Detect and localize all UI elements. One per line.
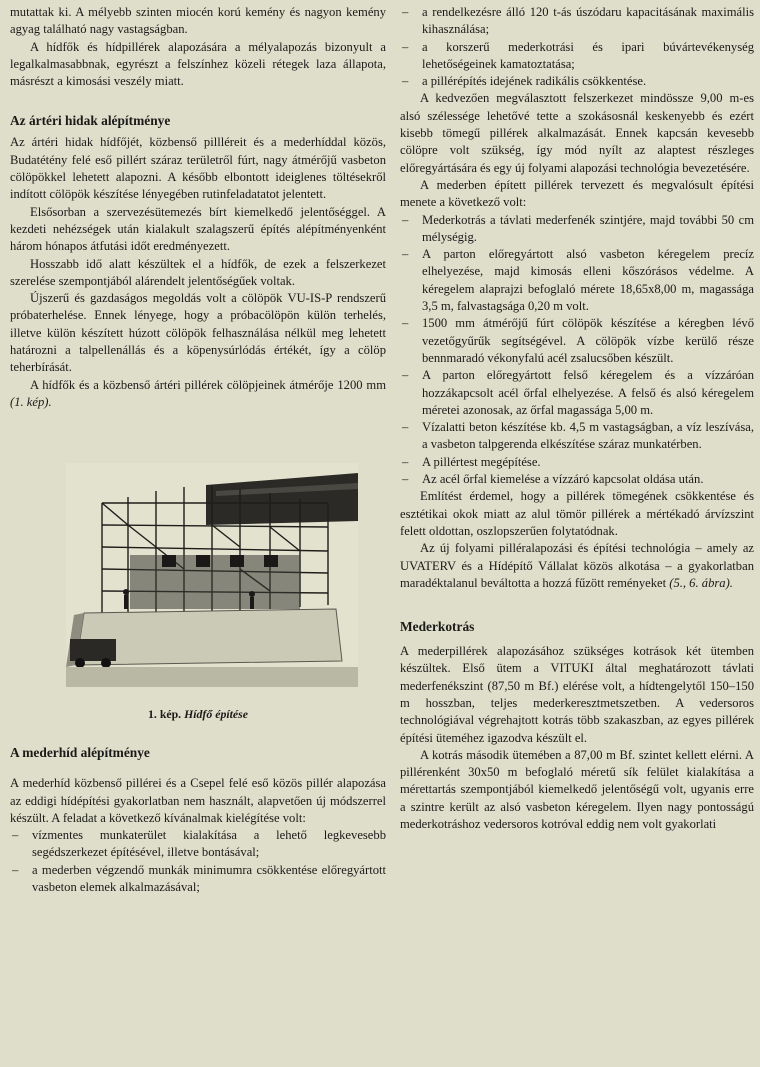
paragraph (10, 377, 386, 412)
list-item: – Az acél őrfal kiemelése a vízzáró kapcsolat oldása után. (400, 471, 754, 488)
list-item: – a rendelkezésre álló 120 t-ás úszódaru kapacitásának maximális kihasználása; (400, 4, 754, 39)
paragraph: mutattak ki. A mélyebb szinten miocén korú kemény és nagyon kemény agyag található nagy vastagságban. (10, 5, 386, 37)
section-heading: A mederhíd alépítménye (10, 745, 150, 761)
figure-reference: (1. kép). (10, 394, 52, 409)
list-item: – a mederben végzendő munkák minimumra csökkentése előregyártott vasbeton elemek alkalmazásával; (10, 862, 386, 897)
caption-title: Hídfő építése (184, 707, 248, 722)
paragraph: Hosszabb idő alatt készültek el a hídfők, de ezek a felszerkezet szerelése szempontjából alárendelt jelentőségűek voltak. (10, 256, 386, 288)
paragraph: A kedvezően megválasztott felszerkezet mindössze 9,00 m-es alsó szélessége lehetővé tette a szokásosnál keskenyebb és ezért kisebb tömegű pillérek alkalmazását. Ennek kapcsán kevesebb cölöpre volt szükség, így mód nyílt az alaptest részleges előregyártására és egy új folyami alapozási technológia bevezetésére. (400, 91, 754, 175)
paragraph: Az ártéri hidak hídfőjét, közbenső pillléreit és a mederhíddal közös, Budatétény felé eső pillért száraz területről fúrt, nagy átmérőjű vasbeton cölöpökkel lehetett alapozni. A később elbontott ideiglenes töltésekről indított cölöpök készítése lényegében rutinfeladatatot jelentett. (10, 135, 386, 202)
list-item: – 1500 mm átmérőjű fúrt cölöpök készítése a kéregben lévő vezetőgyűrűk segítségével. A cölöpök vízbe kerülő része bennmaradó vékonyfalú acél zsalucsőben készült. (400, 315, 754, 367)
caption-label: 1. kép. (148, 707, 185, 722)
figure-caption (10, 707, 386, 722)
list-item: – A pillértest megépítése. (400, 454, 754, 471)
paragraph (400, 540, 754, 592)
list-item: – vízmentes munkaterület kialakítása a lehető legkevesebb segédszerkezet építésével, illetve bontásával; (10, 827, 386, 862)
section-heading: Az ártéri hidak alépítménye (10, 113, 171, 129)
paragraph-text: A hídfők és a közbenső ártéri pillérek cölöpjeinek átmérője 1200 mm (30, 377, 386, 392)
paragraph-text: Az új folyami pilléralapozási és építési technológia – amely az UVATERV és a Hídépítő Vállalat közös alkotása – a gyakorlatban maradéktalanul beváltotta a hozzá fűzött reményeket (400, 541, 754, 590)
list-item: – a pillérépítés idejének radikális csökkentése. (400, 73, 754, 90)
section-heading: Mederkotrás (400, 619, 475, 635)
right-column (400, 4, 754, 833)
requirements-list-continued (400, 4, 754, 90)
figure-reference: (5., 6. ábra). (669, 575, 733, 590)
paragraph: A mederhíd közbenső pillérei és a Csepel felé eső közös pillér alapozása az eddigi hídépítési gyakorlatban nem használt, alapvetően új módszerrel készült. A feladat a következő kívánalmak kielégítése volt: (10, 776, 386, 825)
list-item: – A parton előregyártott alsó vasbeton kéregelem precíz elhelyezése, majd kimosás elleni kőszórásos védelme. A kéregelem alaprajzi befoglaló mérete 18,65x8,00 m, magassága 3,5 m, falvastagsága 0,20 m volt. (400, 246, 754, 315)
paragraph: Elsősorban a szervezésütemezés bírt kiemelkedő jelentőséggel. A kezdeti nehézségek után kialakult szalagszerű építés alépítményenként három hónapos átfutási időt eredményezett. (10, 204, 386, 254)
construction-steps-list (400, 212, 754, 489)
list-item: – A parton előregyártott felső kéregelem és a vízzáróan hozzákapcsolt acél őrfal elhelyezése. A felső és alsó kéregelem méretei azonosak, az őrfal magassága 5,00 m. (400, 367, 754, 419)
bridge-abutment-photo (66, 463, 358, 687)
paragraph: A mederpillérek alapozásához szükséges kotrások két ütemben készültek. Első ütem a VITUKI által meghatározott távlati mederfenékszint (87,50 m Bf.) elérése volt, a hídtengelytől 150–150 m hosszban, teljes mederkeresztmetszetben. A vedersoros technológiával végrehajtott kotrás több szakaszban, az egyes pillérek építési üteméhez igazodva készült el. (400, 644, 754, 745)
paragraph: Újszerű és gazdaságos megoldás volt a cölöpök VU-IS-P rendszerű próbaterhelése. Ennek lényege, hogy a próbacölöpön külön terhelés, illetve külön készített húzott cölöpök felhasználása nélkül meg lehetett határozni a talpellenállás és a köpenysúrlódás értékét, így a cölöp teherbírását. (10, 291, 386, 375)
left-column (10, 4, 386, 896)
paragraph: A mederben épített pillérek tervezett és megvalósult építési menete a következő volt: (400, 177, 754, 210)
paragraph: A hídfők és hídpillérek alapozására a mélyalapozás bizonyult a legalkalmasabbnak, egyrészt a felszínhez közeli rétegek laza állapota, másrészt a kimosási veszély miatt. (10, 39, 386, 89)
list-item: – Vízalatti beton készítése kb. 4,5 m vastagságban, a víz leszívása, a vasbeton talpgerenda elkészítése száraz munkatérben. (400, 419, 754, 454)
list-item: – a korszerű mederkotrási és ipari búvártevékenység lehetőségeinek kamatoztatása; (400, 39, 754, 74)
list-item: – Mederkotrás a távlati mederfenék szintjére, majd további 50 cm mélységig. (400, 212, 754, 247)
paragraph: A kotrás második ütemében a 87,00 m Bf. szintet kellett elérni. A pillérenként 30x50 m befoglaló méretű sík felület kialakítása a mérettartás szempontjából kiemelkedő jelentőségű volt, ugyanis erre a szintre került az alsó vasbeton kéregelem. Ilyen nagy pontosságú mederkotráshoz vedersoros kotróval eddig nem volt gyakorlati (400, 747, 754, 832)
requirements-list (10, 827, 386, 896)
paragraph: Említést érdemel, hogy a pillérek tömegének csökkentése és esztétikai okok miatt az alul tömör pillérek a mértékadó árvízszint felett oldottan, oszlopszerűen folytatódnak. (400, 489, 754, 538)
